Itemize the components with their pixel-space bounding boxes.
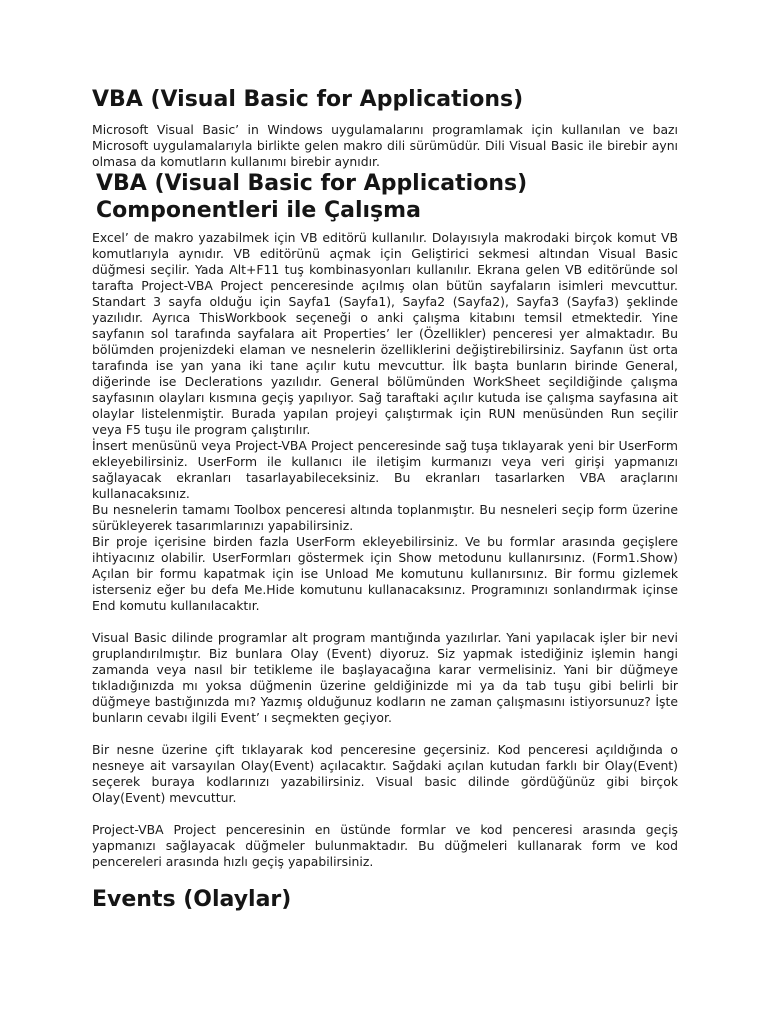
paragraph-project-window: Project-VBA Project penceresinin en üstünde formlar ve kod penceresi arasında geçiş yapmanızı sağlayacak düğmeler bulunmaktadır. Bu düğmeleri kullanarak form ve kod pencereleri arasında hızlı geçiş yapabilirsiniz. xyxy=(92,822,678,869)
components-heading-line1: VBA (Visual Basic for Applications) xyxy=(96,171,528,196)
paragraph-vb-editor: Excel’ de makro yazabilmek için VB editörü kullanılır. Dolayısıyla makrodaki birçok komut VB komutlarıyla aynıdır. VB editörünü açmak için Geliştirici sekmesi altından Visual Basic düğmesi seçilir. Yada Alt+F11 tuş kombinasyonları kullanılır. Ekrana gelen VB editöründe sol tarafta Project-VBA Project penceresinde açılmış olan bütün sayfaların isimleri mevcuttur. Standart 3 sayfa olduğu için Sayfa1 (Sayfa1), Sayfa2 (Sayfa2), Sayfa3 (Sayfa3) şeklinde yazılıdır. Ayrıca ThisWorkbook seçeneği o anki çalışma kitabını temsil etmektedir. Yine sayfanın sol tarafında sayfalara ait Properties’ ler (Özellikler) penceresi yer almaktadır. Bu bölümden projenizdeki elaman ve nesnelerin özelliklerini değiştirebilirsiniz. Sayfanın üst orta tarafında ise yan yana iki tane açılır kutu mevcuttur. İlk başta bunların birinde General, diğerinde ise Declerations yazılıdır. General bölümünden WorkSheet seçildiğinde çalışma sayfasının olayları kısmına geçiş yapılıyor. Sağ taraftaki açılır kutuda ise çalışma sayfasına ait olaylar listelenmiştir. Burada yapılan projeyi çalıştırmak için RUN menüsünden Run seçilir veya F5 tuşu ile program çalıştırılır. xyxy=(92,230,678,437)
paragraph-forms-navigation: Bir proje içerisine birden fazla UserForm ekleyebilirsiniz. Ve bu formlar arasında geçişlere ihtiyacınız olabilir. UserFormları göstermek için Show metodunu kullanırsınız. (Form1.Show) Açılan bir formu kapatmak için ise Unload Me komutunu kullanırsınız. Bir formu gizlemek isterseniz eğer bu defa Me.Hide komutunu kullanacaksınız. Programınızı sonlandırmak içinse End komutu kullanılacaktır. xyxy=(92,534,678,613)
body-text xyxy=(92,230,678,870)
paragraph-userform: İnsert menüsünü veya Project-VBA Project penceresinde sağ tuşa tıklayarak yeni bir UserForm ekleyebilirsiniz. UserForm ile kullanıcı ile iletişim kurmanızı veya veri girişi yapmanızı sağlayacak ekranları tasarlayabileceksiniz. Bu ekranları tasarlarken VBA araçlarını kullanacaksınız. xyxy=(92,438,678,501)
page-title: VBA (Visual Basic for Applications) xyxy=(92,87,524,112)
paragraph-events-intro: Visual Basic dilinde programlar alt program mantığında yazılırlar. Yani yapılacak işler bir nevi gruplandırılmıştır. Biz bunlara Olay (Event) diyoruz. Siz yapmak istediğiniz işlemin hangi zamanda veya nasıl bir tetikleme ile başlayacağına karar vermelisiniz. Yani bir düğmeye tıkladığınızda mı yoksa düğmenin üzerine geldiğinizde mi ya da tab tuşu gibi belirli bir düğmeye bastığınızda mı? Yazmış olduğunuz kodların ne zaman çalışmasını istiyorsunuz? İşte bunların cevabı ilgili Event’ ı seçmekten geçiyor. xyxy=(92,630,678,725)
components-heading-line2: Componentleri ile Çalışma xyxy=(96,198,421,223)
events-heading: Events (Olaylar) xyxy=(92,887,292,912)
components-heading xyxy=(96,170,527,224)
intro-paragraph: Microsoft Visual Basic’ in Windows uygulamalarını programlamak için kullanılan ve bazı Microsoft uygulamalarıyla birlikte gelen makro dili sürümüdür. Dili Visual Basic ile birebir aynı olmasa da komutların kullanımı birebir aynıdır. xyxy=(92,122,678,169)
paragraph-code-window: Bir nesne üzerine çift tıklayarak kod penceresine geçersiniz. Kod penceresi açıldığında o nesneye ait varsayılan Olay(Event) açılacaktır. Sağdaki açılan kutudan farklı bir Olay(Event) seçerek buraya kodlarınızı yazabilirsiniz. Visual basic dilinde gördüğünüz gibi birçok Olay(Event) mevcuttur. xyxy=(92,742,678,805)
paragraph-toolbox: Bu nesnelerin tamamı Toolbox penceresi altında toplanmıştır. Bu nesneleri seçip form üzerine sürükleyerek tasarımlarınızı yapabilirsiniz. xyxy=(92,502,678,533)
